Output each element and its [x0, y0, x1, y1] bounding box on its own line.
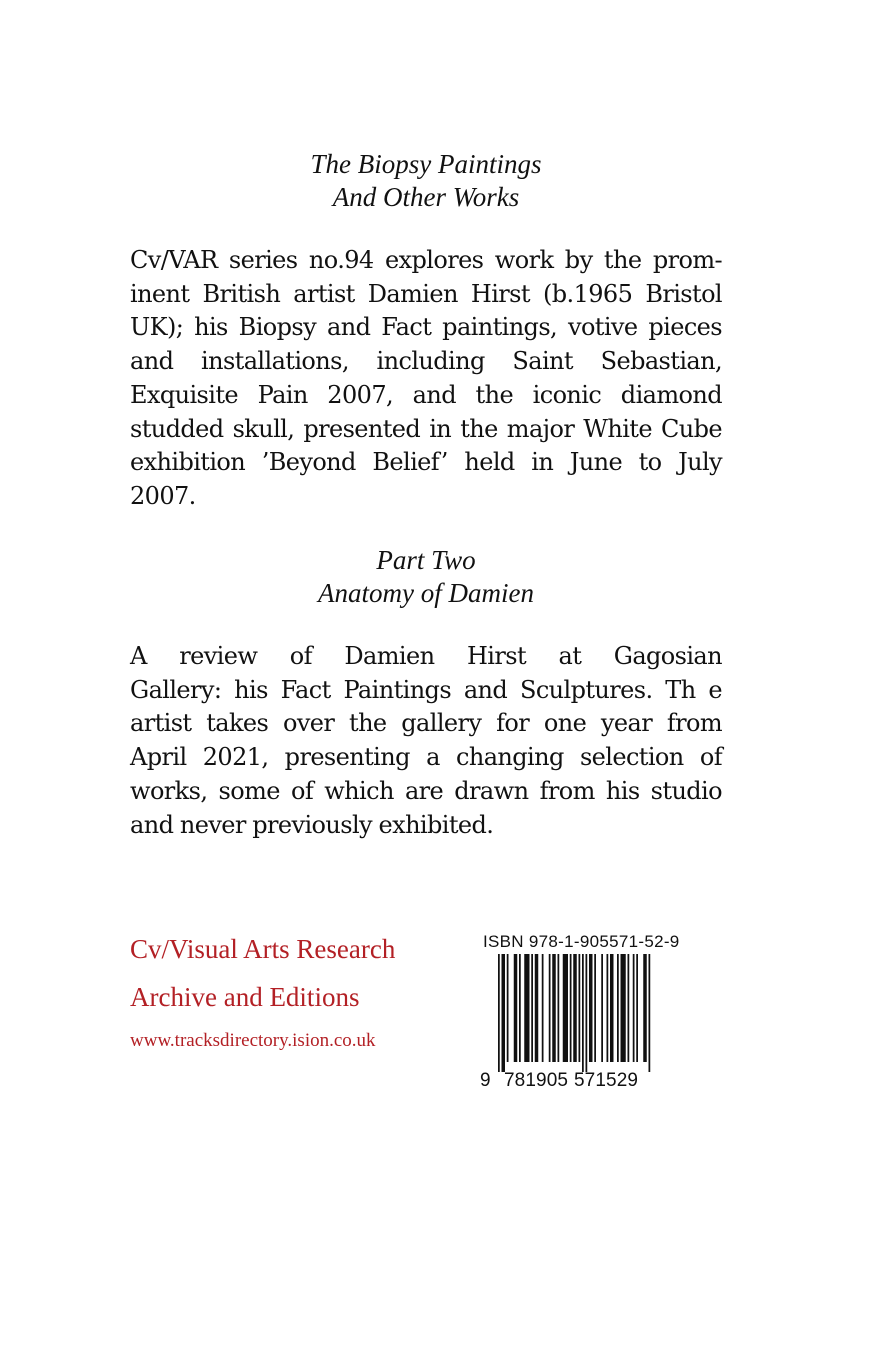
text-line: and never previously exhibited. [130, 810, 494, 839]
barcode-bar [579, 954, 581, 1062]
barcode-bar [514, 954, 518, 1062]
barcode-bar [531, 954, 533, 1062]
barcode-bar [498, 954, 500, 1072]
title-line-1: The Biopsy Paintings [310, 149, 542, 179]
barcode-bar [502, 954, 506, 1072]
barcode-bar [589, 954, 593, 1062]
barcode-bar [507, 954, 509, 1062]
barcode-bar [558, 954, 560, 1062]
barcode-bar [610, 954, 614, 1062]
barcode-digit-first: 9 [480, 1070, 491, 1090]
barcode-bar [628, 954, 630, 1062]
text-line: inent British artist Damien Hirst (b.1965 Bristol [130, 279, 722, 308]
title-line-2: And Other Works [332, 182, 520, 212]
text-line: 2007. [130, 481, 196, 510]
barcode-bar [621, 954, 626, 1062]
barcode-bar [617, 954, 619, 1062]
barcode-digits-right: 571529 [574, 1070, 638, 1090]
isbn-label: ISBN 978-1-905571-52-9 [483, 932, 680, 951]
part-two-line-2: Anatomy of Damien [318, 578, 534, 608]
barcode-bar [636, 954, 638, 1062]
barcode-bar [649, 954, 651, 1072]
barcode [478, 952, 668, 1090]
barcode-bar [594, 954, 596, 1062]
barcode-bar [535, 954, 539, 1062]
description-paragraph-2 [130, 640, 722, 842]
description-paragraph-1 [130, 244, 722, 514]
barcode-digits-left: 781905 [504, 1070, 568, 1090]
barcode-bar [549, 954, 551, 1062]
part-two-line-1: Part Two [376, 545, 476, 575]
barcode-bar [519, 954, 521, 1062]
text-line: artist takes over the gallery for one year from [130, 709, 722, 738]
text-line: April 2021, presenting a changing selection of [130, 743, 722, 772]
barcode-bar [570, 954, 572, 1062]
publisher-name: Cv/Visual Arts Research [130, 934, 396, 964]
part-two-heading [130, 544, 722, 610]
barcode-bars [498, 954, 650, 1072]
text-line: exhibition ’Beyond Belief’ held in June to July [130, 448, 722, 477]
text-line: Cv/VAR series no.94 explores work by the prom- [130, 246, 722, 274]
barcode-bar [563, 954, 568, 1062]
text-line: Gallery: his Fact Paintings and Sculptures. Th e [130, 675, 722, 704]
text-line: Exquisite Pain 2007, and the iconic diamond [130, 380, 722, 409]
barcode-bar [582, 954, 584, 1072]
text-line: and installations, including Saint Sebastian, [130, 347, 722, 376]
text-line: A review of Damien Hirst at Gagosian [130, 642, 722, 670]
barcode-bar [524, 954, 529, 1062]
barcode-bar [643, 954, 647, 1062]
barcode-bar [573, 954, 577, 1062]
text-line: studded skull, presented in the major White Cube [130, 414, 722, 443]
barcode-bar [552, 954, 556, 1062]
publisher-subtitle: Archive and Editions [130, 982, 360, 1012]
barcode-bar [586, 954, 588, 1072]
text-line: UK); his Biopsy and Fact paintings, votive pieces [130, 313, 722, 342]
barcode-bar [542, 954, 544, 1062]
barcode-bar [607, 954, 609, 1062]
text-line: works, some of which are drawn from his studio [130, 776, 722, 805]
publisher-url: www.tracksdirectory.ision.co.uk [130, 1030, 376, 1051]
title-heading [130, 148, 722, 214]
barcode-bar [633, 954, 635, 1062]
barcode-bar [601, 954, 603, 1062]
